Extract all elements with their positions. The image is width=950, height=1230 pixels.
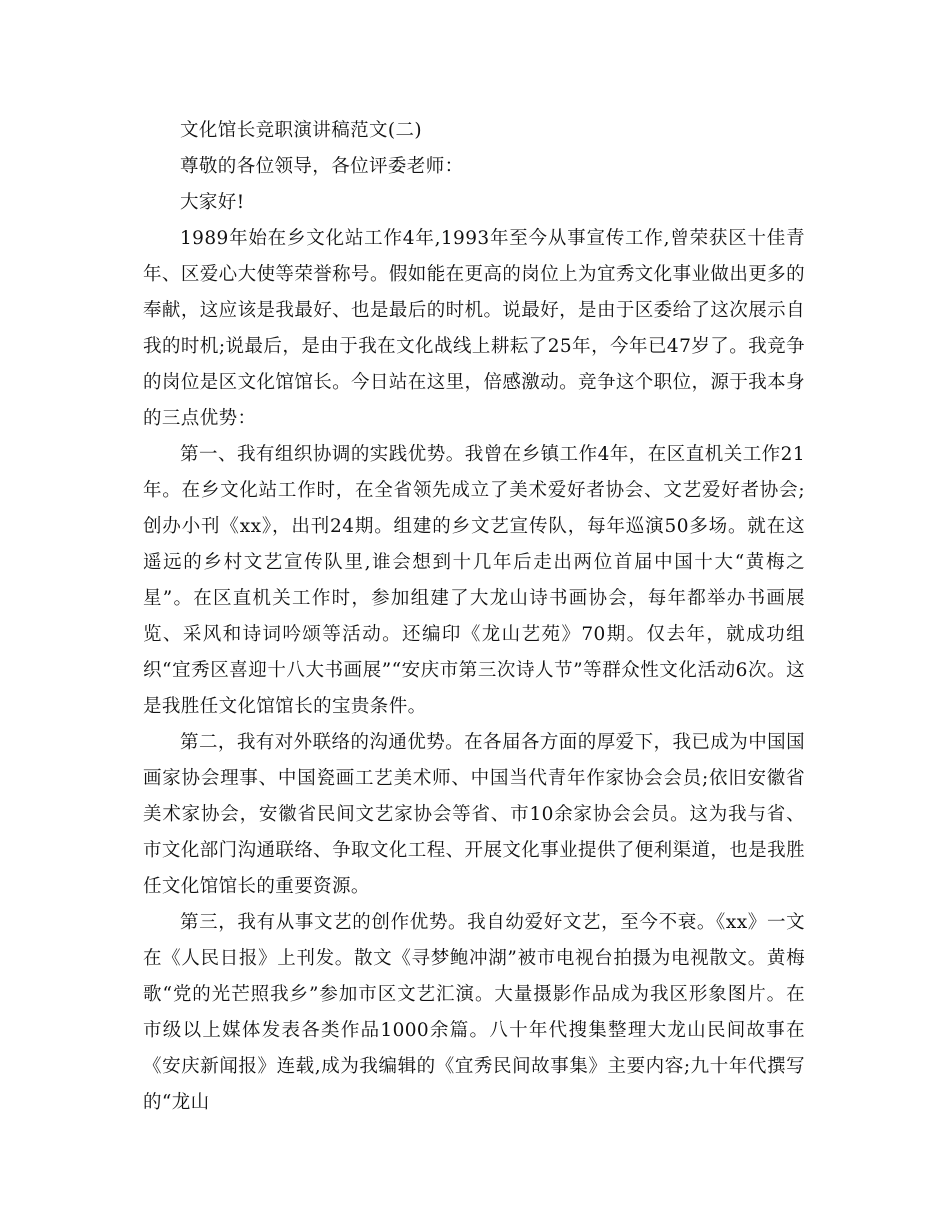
paragraph-intro: 1989年始在乡文化站工作4年,1993年至今从事宣传工作,曾荣获区十佳青年、区爱心大使等荣誉称号。假如能在更高的岗位上为宜秀文化事业做出更多的奉献，这应该是我最好、也是最后的时机。说最好，是由于区委给了这次展示自我的时机;说最后，是由于我在文化战线上耕耘了25年，今年已47岁了。我竞争的岗位是区文化馆馆长。今日站在这里，倍感激动。竞争这个职位，源于我本身的三点优势： [143,228,805,429]
salutation: 尊敬的各位领导，各位评委老师： [180,156,464,177]
document-title: 文化馆长竞职演讲稿范文(二) [180,120,423,141]
paragraph-first-advantage: 第一、我有组织协调的实践优势。我曾在乡镇工作4年，在区直机关工作21年。在乡文化站工作时，在全省领先成立了美术爱好者协会、文艺爱好者协会;创办小刊《xx》，出刊24期。组建的乡文艺宣传队，每年巡演50多场。就在这遥远的乡村文艺宣传队里,谁会想到十几年后走出两位首届中国十大“黄梅之星”。在区直机关工作时，参加组建了大龙山诗书画协会，每年都举办书画展览、采风和诗词吟颂等活动。还编印《龙山艺苑》70期。仅去年，就成功组织“宜秀区喜迎十八大书画展”“安庆市第三次诗人节”等群众性文化活动6次。这是我胜任文化馆馆长的宝贵条件。 [143,444,805,717]
document-body [143,113,805,1121]
paragraph-second-advantage: 第二，我有对外联络的沟通优势。在各届各方面的厚爱下，我已成为中国国画家协会理事、中国瓷画工艺美术师、中国当代青年作家协会会员;依旧安徽省美术家协会，安徽省民间文艺家协会等省、市10余家协会会员。这为我与省、市文化部门沟通联络、争取文化工程、开展文化事业提供了便利渠道，也是我胜任文化馆馆长的重要资源。 [143,732,805,897]
greeting: 大家好! [180,192,245,213]
paragraph-third-advantage: 第三，我有从事文艺的创作优势。我自幼爱好文艺，至今不衰。《xx》一文在《人民日报》上刊发。散文《寻梦鲍冲湖”被市电视台拍摄为电视散文。黄梅歌“党的光芒照我乡”参加市区文艺汇演。大量摄影作品成为我区形象图片。在市级以上媒体发表各类作品1000余篇。八十年代搜集整理大龙山民间故事在《安庆新闻报》连载,成为我编辑的《宜秀民间故事集》主要内容;九十年代撰写的“龙山 [143,912,805,1113]
